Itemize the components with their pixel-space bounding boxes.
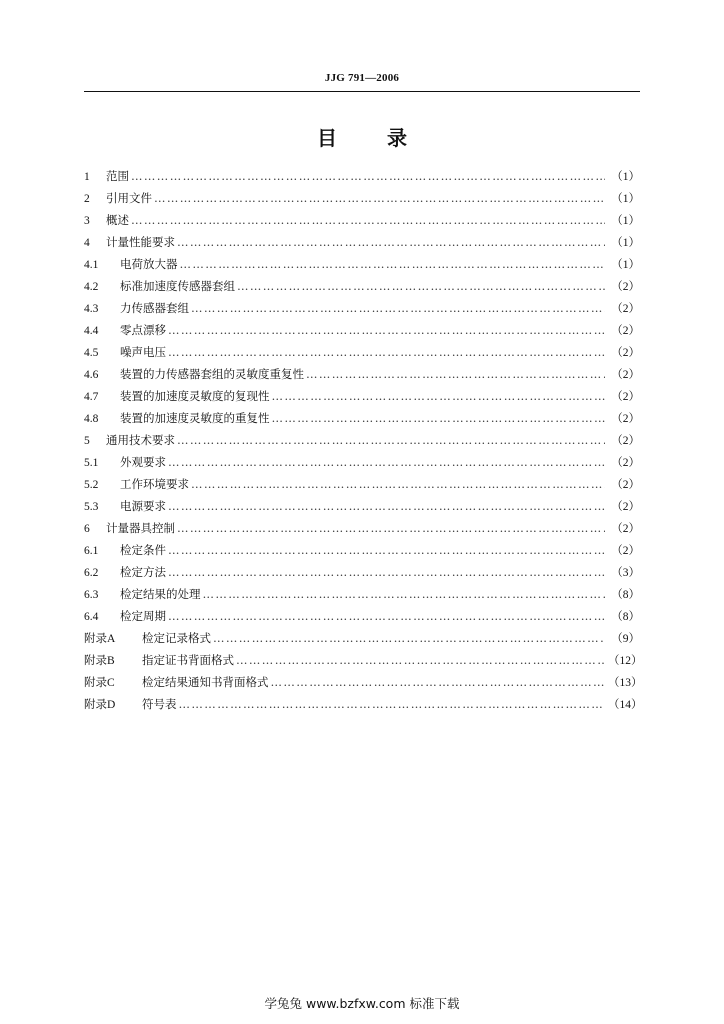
toc-entry-page: （2） [611,501,640,513]
toc-entry-label: 标准加速度传感器套组 [120,279,235,293]
toc-entry-number: 4 [84,237,90,249]
toc-entry-number: 附录A [84,633,116,645]
toc-entry-label: 电源要求 [120,499,166,513]
toc-entry-number: 3 [84,215,90,227]
toc-entry-page: （2） [611,369,640,381]
toc-entry[interactable] [84,454,640,476]
toc-leader-dots [203,587,606,601]
standard-code-header: JJG 791—2006 [324,72,400,84]
toc-entry-label: 外观要求 [120,455,166,469]
toc-leader-dots [168,323,605,337]
toc-entry-label: 装置的加速度灵敏度的复现性 [120,389,270,403]
toc-entry-page: （8） [611,589,640,601]
toc-entry-number: 6 [84,523,90,535]
toc-leader-dots [191,477,605,491]
toc-entry-number: 5.2 [84,479,99,491]
toc-leader-dots [177,235,605,249]
toc-entry-number: 6.3 [84,589,99,601]
toc-entry-page: （12） [608,655,643,667]
toc-entry-label: 力传感器套组 [120,301,189,315]
toc-entry-page: （2） [611,413,640,425]
toc-leader-dots [177,433,605,447]
toc-entry-number: 4.3 [84,303,99,315]
toc-entry[interactable] [84,630,640,652]
toc-entry-label: 范围 [106,169,129,183]
toc-entry-label: 概述 [106,213,129,227]
toc-leader-dots [306,367,605,381]
toc-leader-dots [191,301,605,315]
toc-entry[interactable] [84,388,640,410]
toc-entry-number: 附录C [84,677,115,689]
toc-entry[interactable] [84,542,640,564]
toc-leader-dots [179,697,606,711]
toc-entry-label: 计量器具控制 [106,521,175,535]
header-divider [84,91,640,92]
toc-entry-number: 6.4 [84,611,99,623]
toc-entry-page: （8） [611,611,640,623]
toc-entry-label: 检定方法 [120,565,166,579]
toc-entry-page: （9） [611,633,640,645]
toc-entry-label: 电荷放大器 [120,257,178,271]
toc-entry-page: （3） [611,567,640,579]
toc-entry[interactable] [84,256,640,278]
toc-entry-page: （1） [611,193,640,205]
toc-leader-dots [131,169,605,183]
toc-leader-dots [236,653,605,667]
toc-entry[interactable] [84,278,640,300]
toc-entry[interactable] [84,586,640,608]
toc-entry[interactable] [84,608,640,630]
toc-entry[interactable] [84,234,640,256]
table-of-contents [84,168,643,718]
toc-entry-page: （2） [611,281,640,293]
toc-entry-label: 指定证书背面格式 [142,653,234,667]
toc-leader-dots [168,455,605,469]
toc-entry[interactable] [84,212,640,234]
toc-leader-dots [272,389,606,403]
toc-entry-page: （1） [611,215,640,227]
toc-entry-label: 工作环境要求 [120,477,189,491]
toc-entry-page: （2） [611,435,640,447]
toc-leader-dots [177,521,605,535]
toc-entry[interactable] [84,344,640,366]
toc-entry[interactable] [84,190,640,212]
toc-entry-label: 检定结果通知书背面格式 [142,675,269,689]
toc-entry[interactable] [84,410,640,432]
toc-entry-page: （2） [611,457,640,469]
toc-leader-dots [271,675,606,689]
toc-entry[interactable] [84,300,640,322]
toc-entry-number: 6.2 [84,567,99,579]
title-char-1: 目 [317,126,337,150]
toc-entry[interactable] [84,520,640,542]
toc-leader-dots [168,609,605,623]
toc-leader-dots [168,345,605,359]
toc-entry-page: （1） [611,259,640,271]
toc-entry[interactable] [84,168,640,190]
toc-entry[interactable] [84,564,640,586]
toc-entry-number: 4.8 [84,413,99,425]
toc-leader-dots [168,499,605,513]
toc-entry-number: 5.1 [84,457,99,469]
toc-entry[interactable] [84,432,640,454]
toc-entry-number: 6.1 [84,545,99,557]
toc-entry[interactable] [84,366,640,388]
toc-entry-label: 通用技术要求 [106,433,175,447]
toc-entry[interactable] [84,674,643,696]
toc-entry-label: 装置的加速度灵敏度的重复性 [120,411,270,425]
toc-entry[interactable] [84,696,643,718]
toc-entry-page: （2） [611,325,640,337]
toc-entry-number: 4.4 [84,325,99,337]
page-title [0,122,724,151]
toc-entry-page: （1） [611,237,640,249]
toc-entry[interactable] [84,476,640,498]
toc-entry-page: （2） [611,479,640,491]
toc-entry-number: 附录B [84,655,115,667]
footer-watermark: 学兔兔 www.bzfxw.com 标准下载 [264,996,460,1011]
toc-entry-number: 5.3 [84,501,99,513]
toc-entry-number: 1 [84,171,90,183]
toc-entry-number: 4.6 [84,369,99,381]
toc-entry-number: 附录D [84,699,116,711]
toc-entry-page: （13） [608,677,643,689]
toc-entry-number: 4.5 [84,347,99,359]
toc-entry-label: 检定记录格式 [142,631,211,645]
toc-entry-number: 5 [84,435,90,447]
toc-entry-label: 符号表 [142,697,177,711]
toc-entry-number: 4.2 [84,281,99,293]
toc-leader-dots [213,631,605,645]
toc-entry-label: 装置的力传感器套组的灵敏度重复性 [120,367,304,381]
toc-leader-dots [168,543,605,557]
toc-entry[interactable] [84,322,640,344]
title-char-2: 录 [387,126,407,150]
toc-entry-page: （2） [611,545,640,557]
toc-entry-page: （1） [611,171,640,183]
toc-entry-page: （2） [611,523,640,535]
toc-entry-label: 引用文件 [106,191,152,205]
toc-entry-label: 零点漂移 [120,323,166,337]
toc-entry-label: 噪声电压 [120,345,166,359]
toc-entry-page: （2） [611,347,640,359]
toc-leader-dots [131,213,605,227]
toc-leader-dots [180,257,606,271]
toc-entry[interactable] [84,498,640,520]
toc-leader-dots [272,411,606,425]
toc-entry-number: 4.7 [84,391,99,403]
toc-leader-dots [154,191,605,205]
toc-entry-label: 计量性能要求 [106,235,175,249]
toc-entry-page: （14） [608,699,643,711]
toc-leader-dots [168,565,605,579]
toc-leader-dots [237,279,605,293]
toc-entry-page: （2） [611,303,640,315]
toc-entry-label: 检定条件 [120,543,166,557]
toc-entry-label: 检定结果的处理 [120,587,201,601]
toc-entry-number: 4.1 [84,259,99,271]
toc-entry-number: 2 [84,193,90,205]
toc-entry[interactable] [84,652,643,674]
toc-entry-page: （2） [611,391,640,403]
toc-entry-label: 检定周期 [120,609,166,623]
